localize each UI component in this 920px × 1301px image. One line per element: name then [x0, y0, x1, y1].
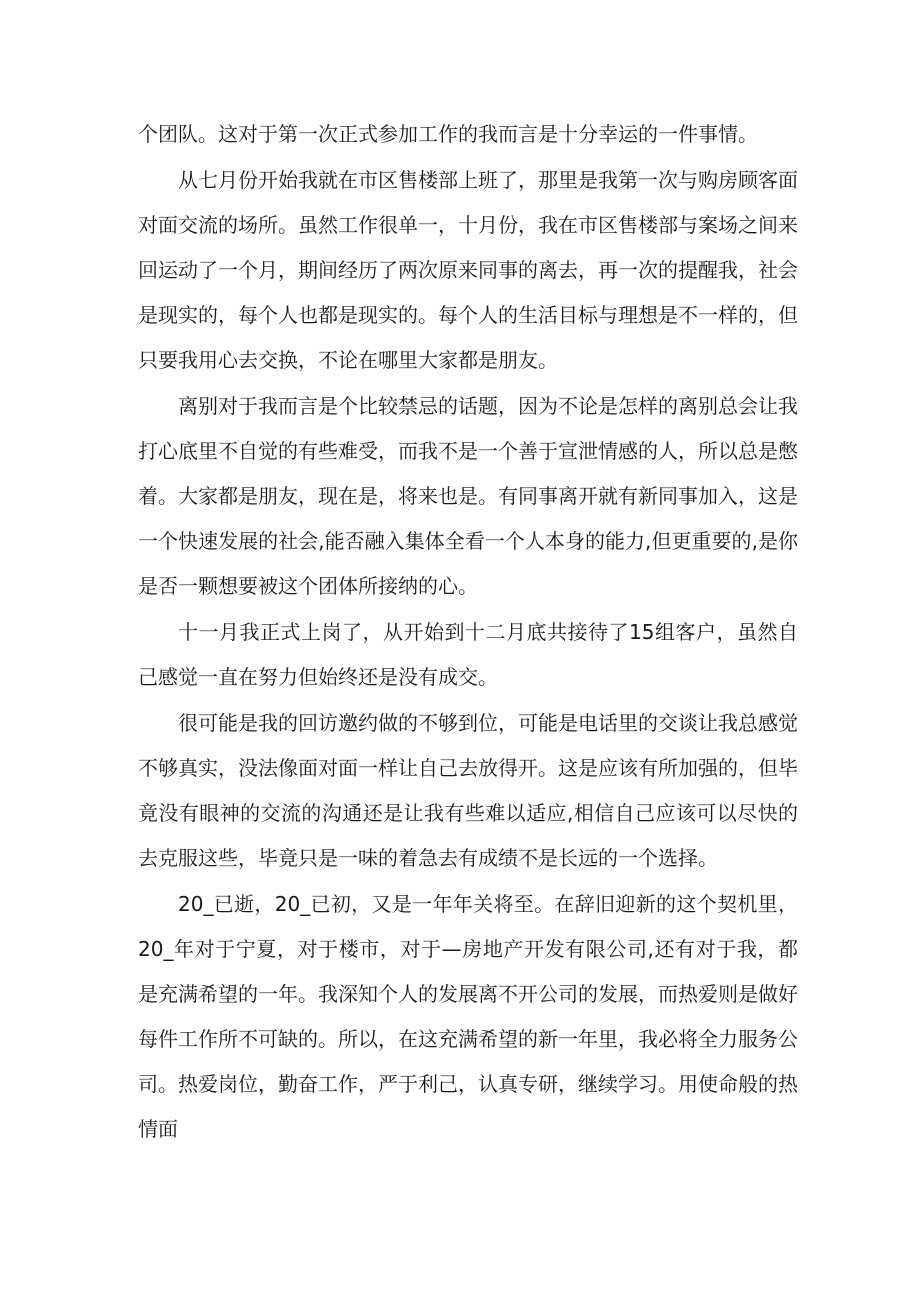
- paragraph: 从七月份开始我就在市区售楼部上班了，那里是我第一次与购房顾客面对面交流的场所。虽然工作很单一，十月份，我在市区售楼部与案场之间来回运动了一个月，期间经历了两次原来同事的离去，再一次的提醒我，社会是现实的，每个人也都是现实的。每个人的生活目标与理想是不一样的，但只要我用心去交换，不论在哪里大家都是朋友。: [138, 168, 798, 372]
- paragraph: 十一月我正式上岗了，从开始到十二月底共接待了15组客户，虽然自己感觉一直在努力但始终还是没有成交。: [138, 620, 798, 689]
- paragraph-continuation: 个团队。这对于第一次正式参加工作的我而言是十分幸运的一件事情。: [138, 122, 758, 146]
- document-body: [138, 112, 798, 1152]
- paragraph: 很可能是我的回访邀约做的不够到位，可能是电话里的交谈让我总感觉不够真实，没法像面对面一样让自己去放得开。这是应该有所加强的，但毕竟没有眼神的交流的沟通还是让我有些难以适应,相信自己应该可以尽快的去克服这些，毕竟只是一味的着急去有成绩不是长远的一个选择。: [138, 711, 798, 870]
- paragraph: 离别对于我而言是个比较禁忌的话题，因为不论是怎样的离别总会让我打心底里不自觉的有些难受，而我不是一个善于宣泄情感的人，所以总是憋着。大家都是朋友，现在是，将来也是。有同事离开就有新同事加入，这是一个快速发展的社会,能否融入集体全看一个人本身的能力,但更重要的,是你是否一颗想要被这个团体所接纳的心。: [138, 394, 798, 598]
- paragraph: 20_已逝，20_已初，又是一年年关将至。在辞旧迎新的这个契机里，20_年对于宁夏，对于楼市，对于—房地产开发有限公司,还有对于我，都是充满希望的一年。我深知个人的发展离不开公司的发展，而热爱则是做好每件工作所不可缺的。所以，在这充满希望的新一年里，我必将全力服务公司。热爱岗位，勤奋工作，严于利己，认真专研，继续学习。用使命般的热情面: [138, 892, 798, 1141]
